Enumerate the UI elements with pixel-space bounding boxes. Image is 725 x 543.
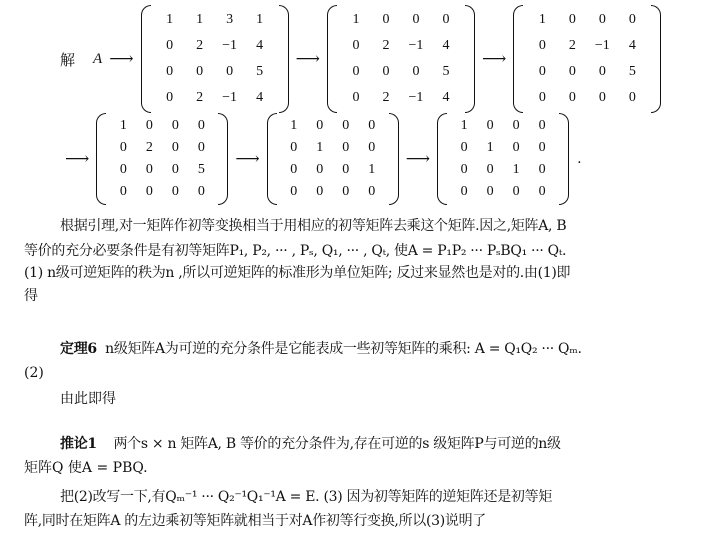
equation-number-2: (2) (24, 365, 44, 381)
paragraph-de: 得 (24, 288, 38, 304)
matrix-entry: 0 (486, 118, 494, 133)
left-bracket (513, 5, 523, 113)
matrix-entry: 0 (166, 38, 174, 53)
matrix-entry: 1 (316, 140, 324, 155)
matrix-entry: 0 (442, 12, 450, 27)
matrix-entry: 0 (568, 64, 576, 79)
matrix-entry: 2 (382, 38, 390, 53)
right-bracket (389, 113, 399, 205)
matrix-1 (141, 5, 289, 113)
theorem-6 (24, 338, 725, 360)
matrix-entry: 0 (342, 140, 350, 155)
matrix-entry: −1 (594, 38, 610, 53)
matrix-entry: 5 (256, 64, 264, 79)
theorem-text: n级矩阵A为可逆的充分条件是它能表成一些初等矩阵的乘积: A = Q₁Q₂ ··· Qₘ. (105, 341, 582, 357)
matrix-entry: 0 (512, 118, 520, 133)
matrix-entry: 0 (382, 64, 390, 79)
matrix-entry: 1 (368, 162, 376, 177)
matrix-entry: 0 (290, 140, 298, 155)
matrix-entry: 0 (226, 64, 234, 79)
matrix-entry: 1 (460, 118, 468, 133)
solution-label: 解 (60, 50, 76, 69)
matrix-3 (513, 5, 661, 113)
matrix-entry: 2 (145, 140, 153, 155)
matrix-entry: 0 (382, 12, 390, 27)
matrix-entries (151, 5, 279, 113)
matrix-entry: 0 (197, 140, 205, 155)
matrix-entry: 0 (342, 162, 350, 177)
matrix-entry: 0 (171, 184, 179, 199)
matrix-entry: 1 (538, 12, 546, 27)
right-bracket (465, 5, 475, 113)
matrix-entry: 3 (226, 12, 234, 27)
matrix-entry: 0 (412, 12, 420, 27)
matrix-entry: 4 (256, 38, 264, 53)
right-bracket (559, 113, 569, 205)
paragraph-rewrite-2: 把(2)改写一下,有Qₘ⁻¹ ··· Q₂⁻¹Q₁⁻¹A = E. (3) 因为初等矩阵的逆矩阵还是初等矩 (60, 489, 553, 505)
corollary-continuation: 矩阵Q 使A = PBQ. (24, 460, 148, 476)
matrix-entry: 0 (512, 140, 520, 155)
matrix-entry: 5 (442, 64, 450, 79)
matrix-6 (437, 113, 569, 205)
matrix-entry: 1 (290, 118, 298, 133)
matrix-entry: 4 (628, 38, 636, 53)
matrix-entry: 1 (166, 12, 174, 27)
matrix-entry: 0 (166, 90, 174, 105)
matrix-entry: 0 (368, 118, 376, 133)
matrix-entry: 0 (598, 90, 606, 105)
matrix-entry: 2 (382, 90, 390, 105)
left-bracket (327, 5, 337, 113)
right-bracket (651, 5, 661, 113)
matrix-entries (106, 113, 218, 205)
matrix-entry: 0 (538, 140, 546, 155)
matrix-entry: 0 (412, 64, 420, 79)
matrix-entry: 4 (256, 90, 264, 105)
matrix-entry: 1 (352, 12, 360, 27)
matrix-entry: 0 (538, 162, 546, 177)
arrow: ⟶ (481, 49, 507, 69)
right-bracket (218, 113, 228, 205)
matrix-symbol: A (93, 50, 103, 67)
matrix-entry: 0 (628, 12, 636, 27)
matrix-entry: 0 (486, 162, 494, 177)
arrow: ⟶ (65, 149, 90, 169)
matrix-entry: 0 (538, 184, 546, 199)
matrix-entry: 0 (316, 118, 324, 133)
matrix-entry: 0 (460, 140, 468, 155)
left-bracket (141, 5, 151, 113)
matrix-5 (267, 113, 399, 205)
matrix-entry: 0 (368, 140, 376, 155)
matrix-entry: −1 (408, 90, 424, 105)
left-bracket (96, 113, 106, 205)
matrix-entry: 0 (538, 90, 546, 105)
arrow: ⟶ (235, 149, 260, 169)
matrix-2 (327, 5, 475, 113)
matrix-entry: 2 (196, 90, 204, 105)
corollary-text: 两个s × n 矩阵A, B 等价的充分条件为,存在可逆的s 级矩阵P与可逆的n级 (113, 436, 561, 452)
matrix-entry: 4 (442, 90, 450, 105)
arrow: ⟶ (109, 49, 134, 69)
matrix-entry: 1 (512, 162, 520, 177)
matrix-entry: 0 (166, 64, 174, 79)
matrix-entry: 0 (171, 140, 179, 155)
matrix-entry: 0 (460, 162, 468, 177)
right-bracket (279, 5, 289, 113)
matrix-entry: 0 (316, 184, 324, 199)
matrix-entry: 5 (197, 162, 205, 177)
matrix-entry: 0 (538, 118, 546, 133)
matrix-entry: 5 (628, 64, 636, 79)
matrix-entry: 0 (598, 64, 606, 79)
matrix-chain-row-1 (0, 3, 661, 115)
matrix-entries (277, 113, 389, 205)
left-bracket (437, 113, 447, 205)
matrix-entry: 0 (290, 162, 298, 177)
matrix-entry: 0 (119, 162, 127, 177)
paragraph-row-operations: 阵,同时在矩阵A 的左边乘初等矩阵就相当于对A作初等行变换,所以(3)说明了 (24, 513, 487, 529)
matrix-entry: 0 (196, 64, 204, 79)
matrix-entry: 0 (316, 162, 324, 177)
matrix-entry: 0 (538, 38, 546, 53)
matrix-entry: 1 (196, 12, 204, 27)
matrix-entries (447, 113, 559, 205)
matrix-entry: −1 (222, 90, 238, 105)
matrix-entry: 0 (598, 12, 606, 27)
matrix-entry: 0 (538, 64, 546, 79)
matrix-entry: 2 (196, 38, 204, 53)
matrix-entry: 2 (568, 38, 576, 53)
paragraph-hence: 由此即得 (60, 391, 116, 407)
matrix-entry: 0 (352, 38, 360, 53)
final-period: . (577, 151, 582, 167)
matrix-entry: 0 (145, 162, 153, 177)
paragraph-invertible-rank: (1) n级可逆矩阵的秩为n ,所以可逆矩阵的标准形为单位矩阵; 反过来显然也是对的.由(1)即 (24, 265, 571, 281)
matrix-entry: −1 (222, 38, 238, 53)
paragraph-equivalence-condition: 等价的充分必要条件是有初等矩阵P₁, P₂, ··· , Pₛ, Q₁, ··· , Qₜ, 使A = P₁P₂ ··· PₛBQ₁ ··· Qₜ. (24, 243, 567, 259)
matrix-entry: 0 (352, 90, 360, 105)
paragraph-lemma-application: 根据引理,对一矩阵作初等变换相当于用相应的初等矩阵去乘这个矩阵.因之,矩阵A, B (60, 218, 567, 234)
matrix-entry: 1 (256, 12, 264, 27)
matrix-entry: 0 (119, 184, 127, 199)
arrow: ⟶ (295, 49, 320, 69)
matrix-entry: −1 (408, 38, 424, 53)
matrix-entry: 0 (486, 184, 494, 199)
matrix-entry: 1 (119, 118, 127, 133)
matrix-entry: 0 (119, 140, 127, 155)
matrix-entry: 0 (568, 12, 576, 27)
corollary-1 (24, 433, 725, 455)
matrix-entry: 0 (145, 184, 153, 199)
matrix-entry: 4 (442, 38, 450, 53)
matrix-entry: 0 (290, 184, 298, 199)
matrix-entry: 0 (460, 184, 468, 199)
matrix-entry: 0 (197, 184, 205, 199)
matrix-entry: 0 (145, 118, 153, 133)
matrix-entry: 0 (197, 118, 205, 133)
matrix-entry: 0 (368, 184, 376, 199)
matrix-chain-row-2 (58, 113, 582, 205)
matrix-entry: 0 (352, 64, 360, 79)
matrix-entry: 0 (171, 118, 179, 133)
matrix-entry: 0 (512, 184, 520, 199)
theorem-label: 定理6 (60, 341, 97, 357)
arrow: ⟶ (405, 149, 431, 169)
matrix-entries (523, 5, 651, 113)
matrix-entry: 0 (171, 162, 179, 177)
matrix-entry: 0 (568, 90, 576, 105)
corollary-label: 推论1 (60, 436, 97, 452)
matrix-4 (96, 113, 228, 205)
matrix-entries (337, 5, 465, 113)
matrix-entry: 0 (342, 118, 350, 133)
matrix-entry: 0 (342, 184, 350, 199)
left-bracket (267, 113, 277, 205)
matrix-entry: 0 (628, 90, 636, 105)
matrix-entry: 1 (486, 140, 494, 155)
